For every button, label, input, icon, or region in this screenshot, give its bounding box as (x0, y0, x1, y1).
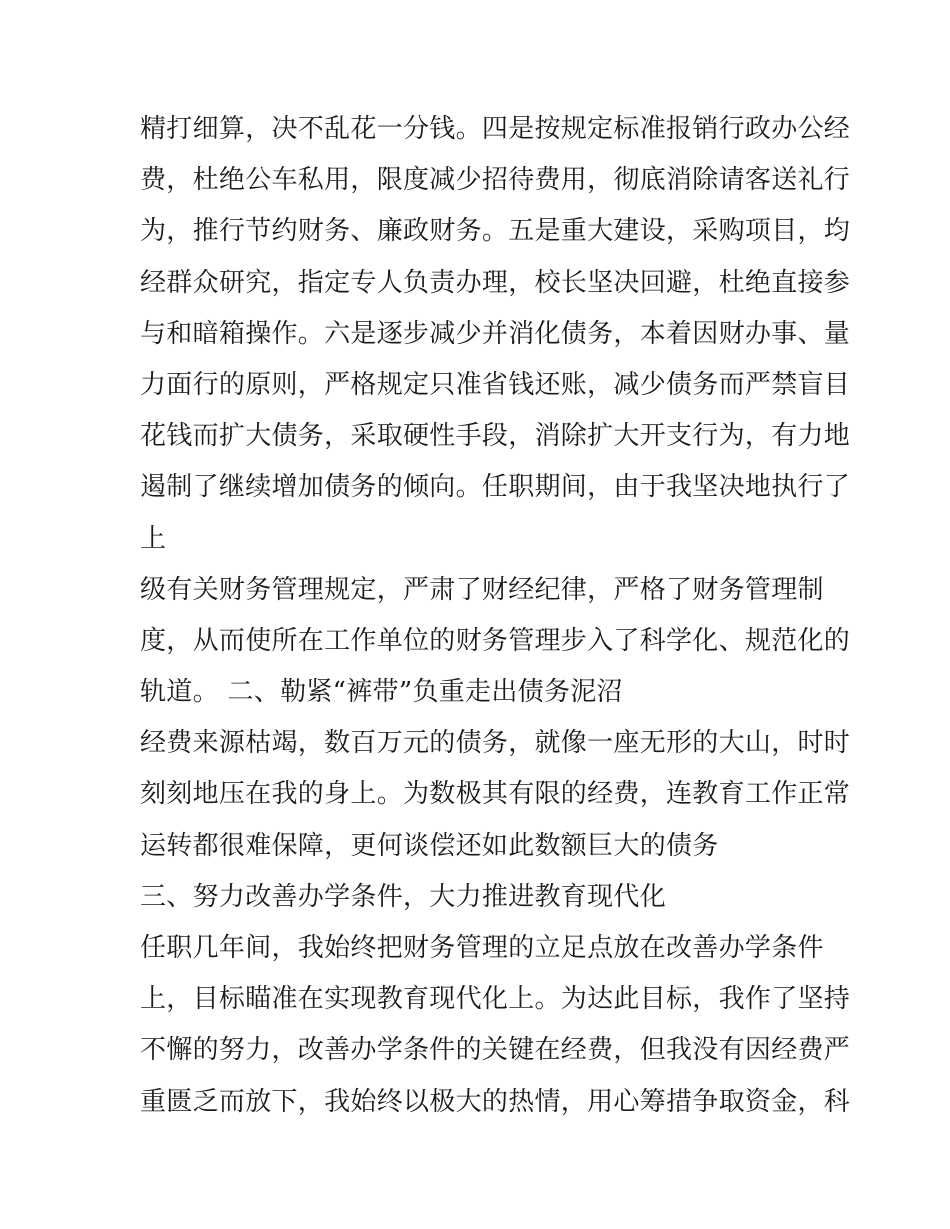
text-line: 为，推行节约财务、廉政财务。五是重大建设，采购项目，均 (140, 216, 851, 247)
text-line: 上 (140, 523, 167, 554)
text-line: 费，杜绝公车私用，限度减少招待费用，彻底消除请客送礼行 (140, 165, 851, 196)
section-heading-3: 三、努力改善办学条件，大力推进教育现代化 (140, 881, 667, 912)
text-line: 运转都很难保障，更何谈偿还如此数额巨大的债务 (140, 830, 719, 861)
text-line: 刻刻地压在我的身上。为数极其有限的经费，连教育工作正常 (140, 779, 851, 810)
text-line: 经群众研究，指定专人负责办理，校长坚决回避，杜绝直接参 (140, 267, 851, 298)
body-text (140, 104, 851, 1128)
text-line: 遏制了继续增加债务的倾向。任职期间，由于我坚决地执行了 (140, 472, 851, 503)
text-line: 度，从而使所在工作单位的财务管理步入了科学化、规范化的 (140, 625, 851, 656)
text-line: 精打细算，决不乱花一分钱。四是按规定标准报销行政办公经 (140, 114, 851, 144)
text-line: 力面行的原则，严格规定只准省钱还账，减少债务而严禁盲目 (140, 369, 851, 400)
text-line: 经费来源枯竭，数百万元的债务，就像一座无形的大山，时时 (140, 728, 851, 759)
text-line: 花钱而扩大债务，采取硬性手段，消除扩大开支行为，有力地 (140, 421, 851, 452)
text-line: 不懈的努力，改善办学条件的关键在经费，但我没有因经费严 (140, 1035, 851, 1066)
text-line: 级有关财务管理规定，严肃了财经纪律，严格了财务管理制 (140, 574, 824, 605)
section-heading-2: 轨道。 二、勒紧“裤带”负重走出债务泥沼 (140, 677, 623, 708)
text-line: 上，目标瞄准在实现教育现代化上。为达此目标，我作了坚持 (140, 984, 851, 1015)
text-line: 重匮乏而放下，我始终以极大的热情，用心筹措争取资金，科 (140, 1086, 851, 1117)
text-line: 任职几年间，我始终把财务管理的立足点放在改善办学条件 (140, 933, 824, 963)
text-line: 与和暗箱操作。六是逐步减少并消化债务，本着因财办事、量 (140, 318, 851, 349)
